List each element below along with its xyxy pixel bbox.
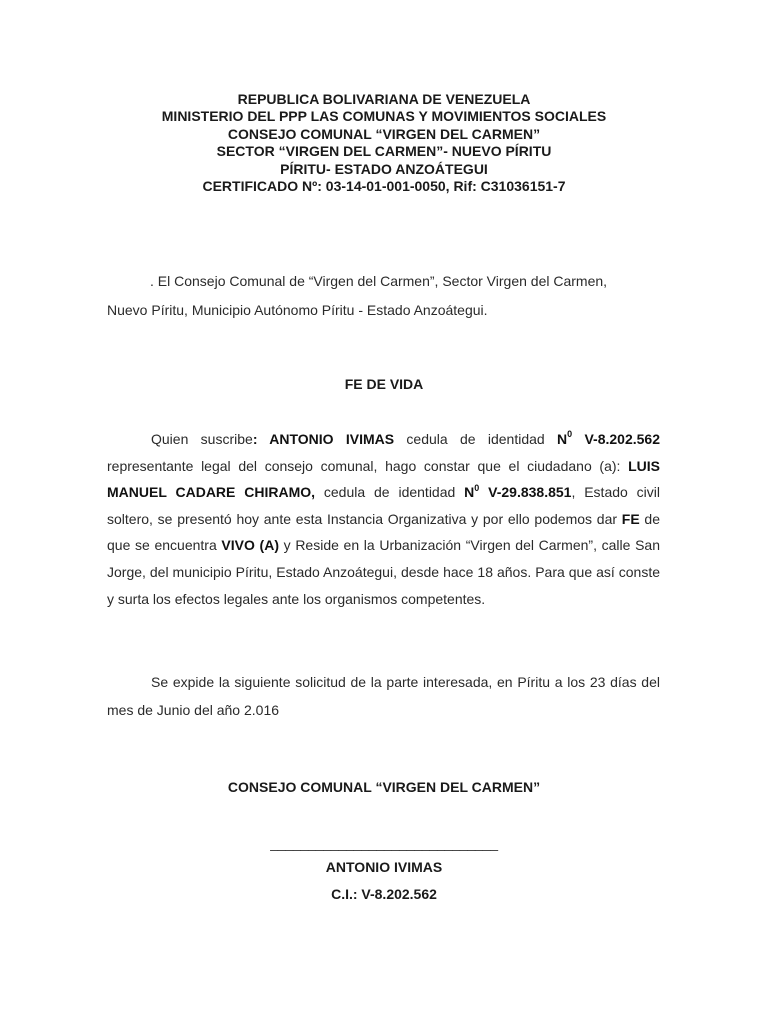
intro-line-2: Nuevo Píritu, Municipio Autónomo Píritu - Estado Anzoátegui. <box>107 302 488 318</box>
body-text-1: Quien suscribe <box>151 431 253 447</box>
header-ministry: MINISTERIO DEL PPP LAS COMUNAS Y MOVIMIENTOS SOCIALES <box>161 108 607 125</box>
header-sector: SECTOR “VIRGEN DEL CARMEN”- NUEVO PÍRITU <box>216 143 552 160</box>
signature-council: CONSEJO COMUNAL “VIRGEN DEL CARMEN” <box>227 779 541 795</box>
body-paragraph <box>107 426 660 612</box>
signature-line: ______________________________ <box>270 835 498 851</box>
intro-paragraph <box>107 267 659 325</box>
signature-name: ANTONIO IVIMAS <box>325 859 443 875</box>
body-text-3: cedula de identidad <box>394 431 558 447</box>
document-header <box>0 91 768 195</box>
closing-paragraph <box>107 668 660 724</box>
signer-id: V-8.202.562 <box>572 431 660 447</box>
intro-line-1: . El Consejo Comunal de “Virgen del Carmen”, Sector Virgen del Carmen, <box>150 273 608 289</box>
header-location: PÍRITU- ESTADO ANZOÁTEGUI <box>280 160 488 177</box>
body-text-9: cedula de identidad <box>315 484 465 501</box>
body-text-15: de que se encuentra <box>107 510 661 554</box>
header-republic: REPUBLICA BOLIVARIANA DE VENEZUELA <box>237 91 531 107</box>
fe-word: FE <box>621 510 640 527</box>
citizen-id: V-29.838.851 <box>479 484 572 501</box>
body-text-17: y Reside en la Urbanización “Virgen del Carmen”, calle San Jorge, del municipio Píritu, Estado Anzoátegui, desde hace 18 años. Para que así conste y surta los efectos legales ante los organismos competentes. <box>107 537 661 607</box>
closing-text: Se expide la siguiente solicitud de la parte interesada, en Píritu a los 23 días del mes de Junio del año 2.016 <box>107 674 660 718</box>
signature-ci: C.I.: V-8.202.562 <box>331 886 437 902</box>
vivo-word: VIVO (A) <box>221 537 279 554</box>
citizen-name: LUIS MANUEL CADARE CHIRAMO, <box>107 457 660 501</box>
id-label-1: $N^0$ V-8.202.562 <box>557 429 660 447</box>
header-council: CONSEJO COMUNAL “VIRGEN DEL CARMEN” <box>227 125 541 142</box>
id-label-2: $N^0$ V-29.838.851 <box>464 482 572 501</box>
signer-name: : ANTONIO IVIMAS <box>252 431 395 447</box>
header-certificate: CERTIFICADO Nº: 03-14-01-001-0050, Rif: C31036151-7 <box>202 178 566 195</box>
section-title: FE DE VIDA <box>344 376 424 392</box>
body-text-13: , Estado civil soltero, se presentó hoy ante esta Instancia Organizativa y por ello podemos dar <box>107 484 661 527</box>
body-text-7: representante legal del consejo comunal, hago constar que el ciudadano (a): <box>107 457 629 474</box>
